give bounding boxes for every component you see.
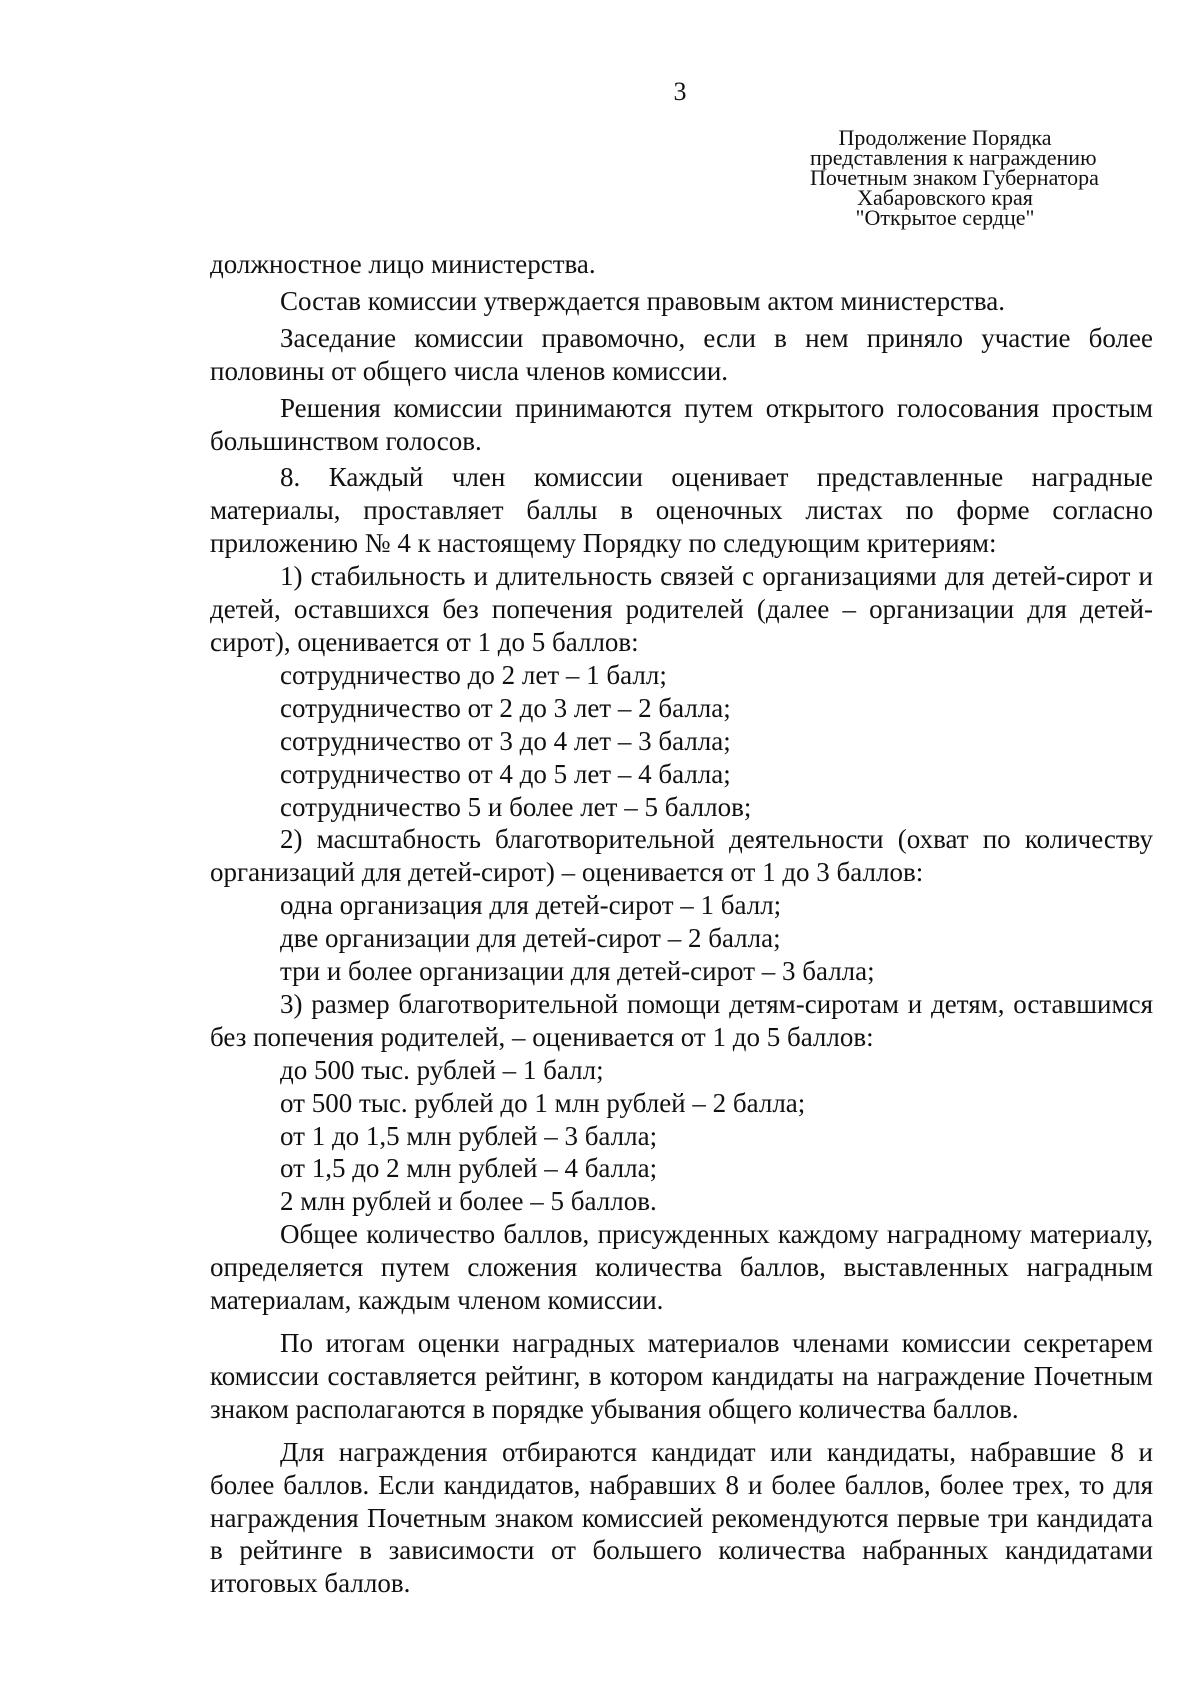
list-item: 2 млн рублей и более – 5 баллов. bbox=[280, 1186, 657, 1217]
paragraph: Общее количество баллов, присужденных каждому наградному материалу, определяется путем сложения количества баллов, выставленных наградным материалам, каждым членом комиссии. bbox=[210, 1219, 1153, 1316]
paragraph: Для награждения отбираются кандидат или кандидаты, набравшие 8 и более баллов. Если кандидатов, набравших 8 и более баллов, более трех, то для награждения Почетным знаком комиссией рекомендуются первые три кандидата в рейтинге в зависимости от большего количества набранных кандидатами итоговых баллов. bbox=[210, 1436, 1153, 1599]
list-item: сотрудничество от 3 до 4 лет – 3 балла; bbox=[280, 725, 731, 756]
header-line: представления к награждению bbox=[810, 145, 1097, 170]
paragraph: 1) стабильность и длительность связей с организациями для детей-сирот и детей, оставшихся без попечения родителей (далее – организации для детей-сирот), оценивается от 1 до 5 баллов: bbox=[210, 561, 1153, 657]
list-item: от 1 до 1,5 млн рублей – 3 балла; bbox=[280, 1120, 658, 1151]
list-item: от 1,5 до 2 млн рублей – 4 балла; bbox=[280, 1153, 658, 1184]
list-item: от 500 тыс. рублей до 1 млн рублей – 2 балла; bbox=[280, 1087, 806, 1118]
paragraph: 8. Каждый член комиссии оценивает представленные наградные материалы, проставляет баллы в оценочных листах по форме согласно приложению № 4 к настоящему Порядку по следующим критериям: bbox=[210, 462, 1153, 559]
paragraph: Заседание комиссии правомочно, если в нем приняло участие более половины от общего числа членов комиссии. bbox=[210, 322, 1153, 386]
page-number: 3 bbox=[673, 77, 687, 106]
paragraph: 3) размер благотворительной помощи детям-сиротам и детям, оставшимся без попечения родителей, – оценивается от 1 до 5 баллов: bbox=[210, 988, 1153, 1052]
list-item: сотрудничество 5 и более лет – 5 баллов; bbox=[280, 791, 752, 822]
list-item: две организации для детей-сирот – 2 балла; bbox=[280, 923, 781, 954]
paragraph: должностное лицо министерства. bbox=[210, 249, 596, 279]
paragraph: По итогам оценки наградных материалов членами комиссии секретарем комиссии составляется рейтинг, в котором кандидаты на награждение Почетным знаком располагаются в порядке убывания общего количества баллов. bbox=[210, 1328, 1153, 1424]
list-item: сотрудничество до 2 лет – 1 балл; bbox=[280, 659, 667, 690]
list-item: одна организация для детей-сирот – 1 балл; bbox=[280, 890, 782, 921]
list-item: три и более организации для детей-сирот – 3 балла; bbox=[280, 956, 875, 987]
header-line: Хабаровского края bbox=[857, 185, 1033, 210]
list-item: сотрудничество от 2 до 3 лет – 2 балла; bbox=[280, 692, 731, 723]
paragraph: Состав комиссии утверждается правовым актом министерства. bbox=[280, 285, 1006, 316]
header-line: Почетным знаком Губернатора bbox=[810, 165, 1099, 190]
list-item: сотрудничество от 4 до 5 лет – 4 балла; bbox=[280, 758, 731, 789]
document-header bbox=[810, 125, 1099, 230]
paragraph: 2) масштабность благотворительной деятельности (охват по количеству организаций для детей-сирот) – оценивается от 1 до 3 баллов: bbox=[210, 824, 1153, 888]
list-item: до 500 тыс. рублей – 1 балл; bbox=[280, 1054, 604, 1085]
header-line: Продолжение Порядка bbox=[838, 125, 1052, 150]
document-body bbox=[210, 248, 1153, 1600]
paragraph: Решения комиссии принимаются путем открытого голосования простым большинством голосов. bbox=[210, 392, 1153, 456]
header-line: "Открытое сердце" bbox=[855, 205, 1035, 230]
